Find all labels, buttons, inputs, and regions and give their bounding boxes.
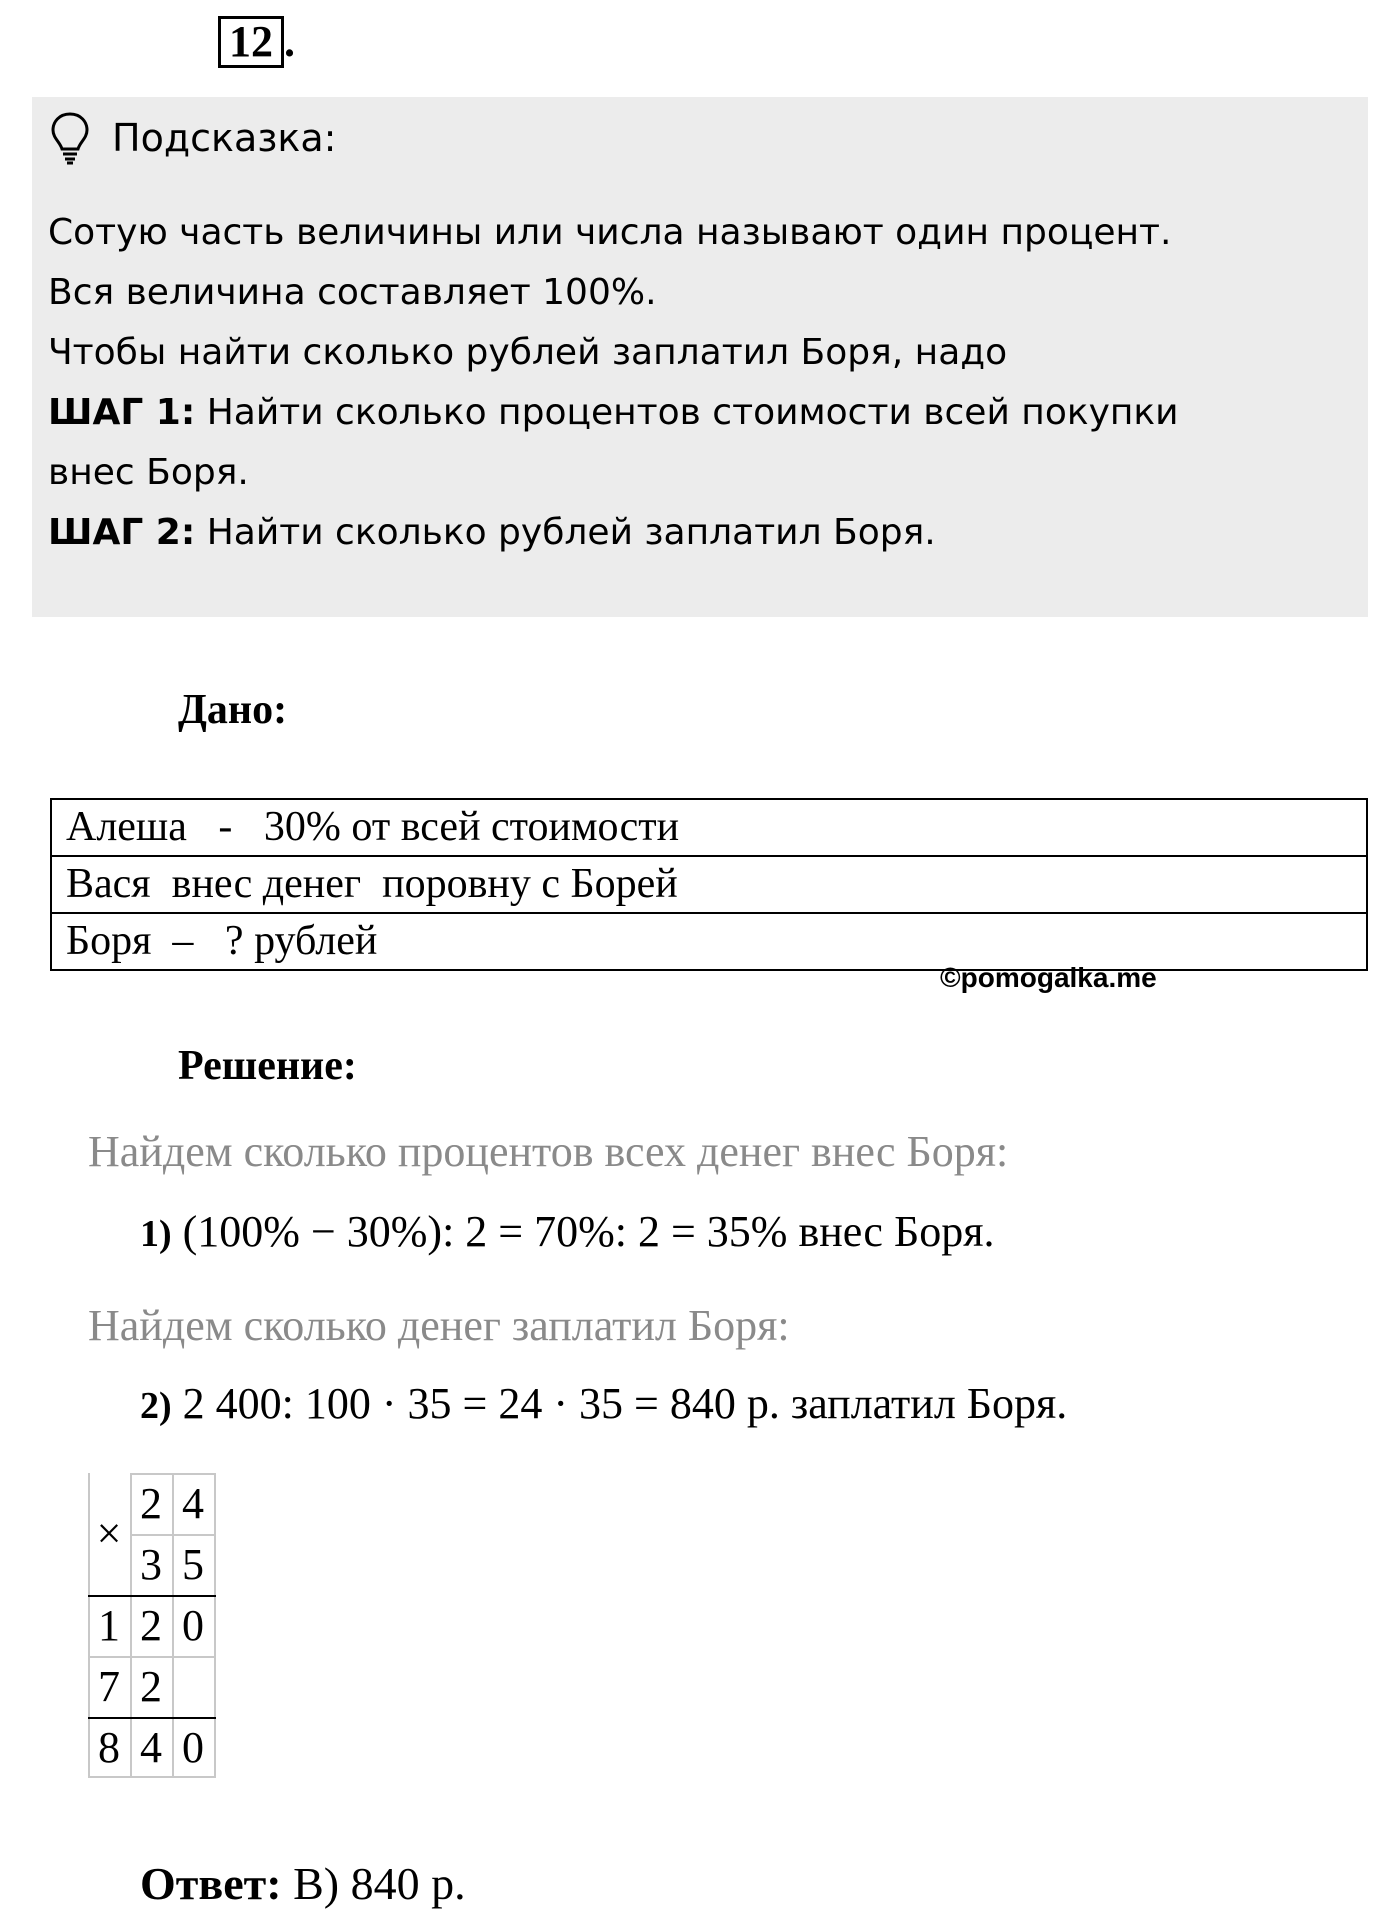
task-number-box: 12 (218, 16, 284, 68)
given-row-vasya: Вася внес денег поровну с Борей (51, 856, 1367, 913)
task-number-dot: . (284, 17, 295, 66)
answer-value: В) 840 р. (281, 1858, 466, 1909)
solution-step-2 (140, 1378, 1067, 1429)
solution-intro-1: Найдем сколько процентов всех денег внес Боря: (88, 1127, 1009, 1176)
given-row-borya: Боря – ? рублей (51, 913, 1367, 970)
solution-step-1 (140, 1206, 994, 1257)
step-1-expression: (100% − 30%): 2 = 70%: 2 = 35% внес Боря. (171, 1207, 995, 1256)
step-2-expression: 2 400: 100 · 35 = 24 · 35 = 840 р. заплатил Боря. (171, 1379, 1068, 1428)
hint-title (50, 111, 336, 165)
given-row-alesha: Алеша - 30% от всей стоимости (51, 799, 1367, 856)
hint-step-2 (48, 503, 1348, 563)
hint-step-2-label: ШАГ 2: (48, 512, 196, 553)
table-row (51, 913, 1367, 970)
digit: 4 (182, 1479, 204, 1528)
hint-step-1 (48, 383, 1348, 443)
hint-step-1-text: Найти сколько процентов стоимости всей покупки (195, 392, 1179, 433)
solution-heading: Решение: (178, 1043, 357, 1089)
given-heading: Дано: (178, 687, 288, 733)
table-row (51, 856, 1367, 913)
solution-intro-2: Найдем сколько денег заплатил Боря: (88, 1301, 790, 1350)
hint-step-2-text: Найти сколько рублей заплатил Боря. (195, 512, 936, 553)
given-table (50, 798, 1368, 971)
answer (140, 1857, 466, 1910)
digit: 3 (140, 1540, 162, 1589)
digit: 0 (182, 1723, 204, 1772)
hint-step-1-continued: внес Боря. (48, 452, 249, 493)
digit: 2 (140, 1601, 162, 1650)
step-2-number: 2) (140, 1385, 172, 1427)
digit: 1 (98, 1601, 120, 1650)
hint-line: Чтобы найти сколько рублей заплатил Боря, надо (48, 332, 1008, 373)
digit: 5 (182, 1540, 204, 1589)
hint-line: Вся величина составляет 100%. (48, 272, 657, 313)
answer-label: Ответ: (140, 1858, 282, 1909)
digit: 8 (98, 1723, 120, 1772)
multiply-sign: × (96, 1509, 122, 1558)
digit: 2 (140, 1662, 162, 1711)
hint-body (48, 203, 1348, 563)
digit: 2 (140, 1479, 162, 1528)
hint-box (32, 97, 1368, 617)
task-number (218, 16, 295, 68)
digit: 0 (182, 1601, 204, 1650)
step-1-number: 1) (140, 1213, 172, 1255)
hint-line: Сотую часть величины или числа называют один процент. (48, 212, 1172, 253)
grid-line (214, 1473, 216, 1778)
digit: 7 (98, 1662, 120, 1711)
hint-step-1-label: ШАГ 1: (48, 392, 196, 433)
digit: 4 (140, 1723, 162, 1772)
lightbulb-icon (50, 111, 90, 165)
watermark: ©pomogalka.me (940, 962, 1157, 993)
hint-title-text: Подсказка: (112, 116, 337, 160)
table-row (51, 799, 1367, 856)
